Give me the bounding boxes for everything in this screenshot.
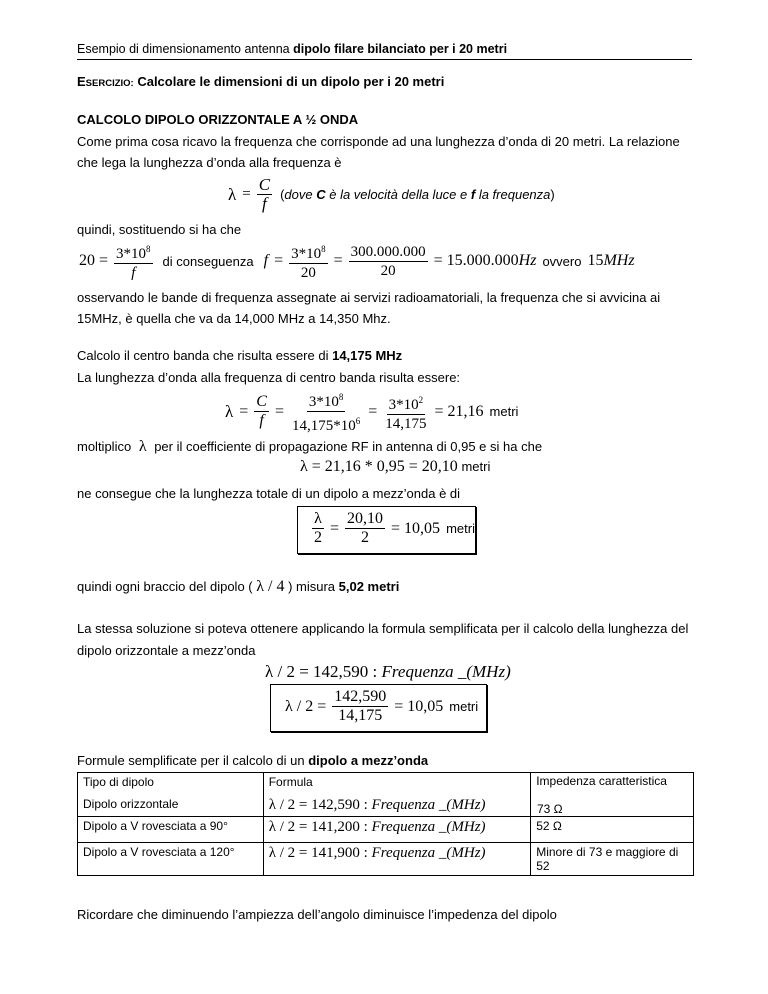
dipole-formula-table — [77, 772, 694, 876]
equation-simplified-result: λ / 2 = $\frac{142,590}{14,175}$ = 10,05 metri — [285, 688, 479, 724]
table-row — [78, 817, 694, 843]
paragraph-6: moltiplico λ per il coefficiente di propagazione RF in antenna di 0,95 e si ha che — [77, 438, 543, 455]
header-rule — [77, 59, 692, 60]
eq2-result: = 15.000.000Hz — [433, 252, 537, 269]
paragraph-2: quindi, sostituendo si ha che — [77, 222, 242, 237]
eq2-fraction-3: $\frac{300.000.000}{20}$ — [350, 243, 426, 279]
paragraph-1-line-2: che lega la lunghezza d’onda alla frequenza è — [77, 155, 342, 170]
row-impedenza: Minore di 73 e maggiore di 52 — [531, 843, 694, 876]
eq1-equals: = — [242, 186, 251, 202]
eq5-fraction-2: $\frac{20,10}{2}$ — [347, 510, 384, 546]
eq3-fraction-1: $\frac{C}{f}$ — [256, 393, 267, 429]
eq1-num: C — [258, 175, 271, 194]
eq2-f: f — [263, 252, 269, 269]
section-title: CALCOLO DIPOLO ORIZZONTALE A ½ ONDA — [77, 112, 359, 127]
paragraph-7: ne consegue che la lunghezza totale di un dipolo a mezz’onda è di — [77, 486, 461, 501]
row-formula: λ / 2 = 142,590 : Frequenza _(MHz) — [263, 795, 531, 817]
row-tipo: Dipolo orizzontale — [78, 795, 264, 817]
paragraph-5: La lunghezza d’onda alla frequenza di centro banda risulta essere: — [77, 370, 461, 385]
eq2-fraction-2: $\frac{3*10^8}{20}$ — [289, 240, 328, 282]
page-header — [77, 42, 507, 56]
header-prefix: Esempio di dimensionamento antenna — [77, 42, 294, 56]
row-formula: λ / 2 = 141,900 : Frequenza _(MHz) — [263, 843, 531, 876]
exercise-label-rest: SERCIZIO: — [85, 78, 134, 89]
equation-half-wave: $\frac{\lambda}{2}$ = $\frac{20,10}{2}$ = 10,05 metri — [314, 510, 475, 546]
exercise-line — [77, 74, 444, 89]
equation-corrected-lambda: λ = 21,16 * 0,95 = 20,10 metri — [300, 458, 491, 475]
eq2-ovvero: ovvero — [542, 253, 582, 269]
table-row — [78, 843, 694, 876]
row-tipo: Dipolo a V rovesciata a 90° — [78, 817, 264, 843]
equation-simplified: λ / 2 = 142,590 : Frequenza _(MHz) — [265, 662, 511, 681]
eq1-fraction — [257, 176, 272, 213]
paragraph-9-line-2: dipolo orizzontale a mezz’onda — [77, 643, 256, 658]
exercise-text: Calcolare le dimensioni di un dipolo per i 20 metri — [137, 74, 445, 89]
eq2-mhz: 15MHz — [587, 252, 635, 269]
header-formula: Formula — [263, 773, 531, 795]
paragraph-1-line-1: Come prima cosa ricavo la frequenza che corrisponde ad una lunghezza d’onda di 20 metri. La relazione — [77, 134, 680, 149]
eq3-fraction-2: $\frac{3*10^8}{14,175*10^6}$ — [290, 388, 362, 435]
table-caption: Formule semplificate per il calcolo di un dipolo a mezz’onda — [77, 753, 429, 768]
row-formula: λ / 2 = 141,200 : Frequenza _(MHz) — [263, 817, 531, 843]
footer-note: Ricordare che diminuendo l’ampiezza dell’angolo diminuisce l’impedenza del dipolo — [77, 907, 557, 922]
header-bold: dipolo filare bilanciato per i 20 metri — [293, 42, 508, 56]
paragraph-8: quindi ogni braccio del dipolo ( λ / 4 ) misura 5,02 metri — [77, 578, 400, 595]
paragraph-3-line-1: osservando le bande di frequenza assegnate ai servizi radioamatoriali, la frequenza che si avvicina ai — [77, 290, 661, 305]
paragraph-3-line-2: 15MHz, è quella che va da 14,000 MHz a 14,350 Mhz. — [77, 311, 391, 326]
eq5-fraction-1: $\frac{\lambda}{2}$ — [314, 510, 322, 546]
eq3-fraction-3: $\frac{3*10^2}{14,175}$ — [383, 391, 428, 433]
row-1-impedenza: 73 Ω — [537, 802, 563, 816]
eq1-den: f — [262, 194, 267, 213]
paragraph-9-line-1: La stessa soluzione si poteva ottenere applicando la formula semplificata per il calcolo della lunghezza del — [77, 621, 689, 636]
eq2-lhs: 20 = — [79, 252, 109, 269]
eq2-mid: di conseguenza — [162, 253, 254, 269]
row-tipo: Dipolo a V rovesciata a 120° — [78, 843, 264, 876]
equation-wavelength: λ = $\frac{C}{f}$ = $\frac{3*10^8}{14,175*10^6}$ = $\frac{3*10^2}{14,175}$ = 21,16 metri — [225, 388, 518, 435]
header-tipo: Tipo di dipolo — [78, 773, 264, 795]
row-impedenza: 52 Ω — [531, 817, 694, 843]
exercise-label-e: E — [77, 74, 86, 89]
eq1-lambda: λ — [228, 184, 237, 204]
paragraph-4: Calcolo il centro banda che risulta essere di 14,175 MHz — [77, 348, 403, 363]
eq7-fraction: $\frac{142,590}{14,175}$ — [334, 688, 387, 724]
equation-frequency: 20 = $\frac{3*10^8}{f}$ di conseguenza f = $\frac{3*10^8}{20}$ = $\frac{300.000.000}{20}$ = 15.000.000Hz ovvero 15MHz — [79, 240, 635, 282]
table-header-row — [78, 773, 694, 795]
eq1-note: (dove C è la velocità della luce e f la frequenza) — [280, 187, 555, 202]
eq2-fraction-1: $\frac{3*10^8}{f}$ — [114, 240, 153, 282]
equation-lambda-c-f — [228, 176, 555, 213]
header-impedenza: Impedenza caratteristica — [531, 773, 694, 817]
